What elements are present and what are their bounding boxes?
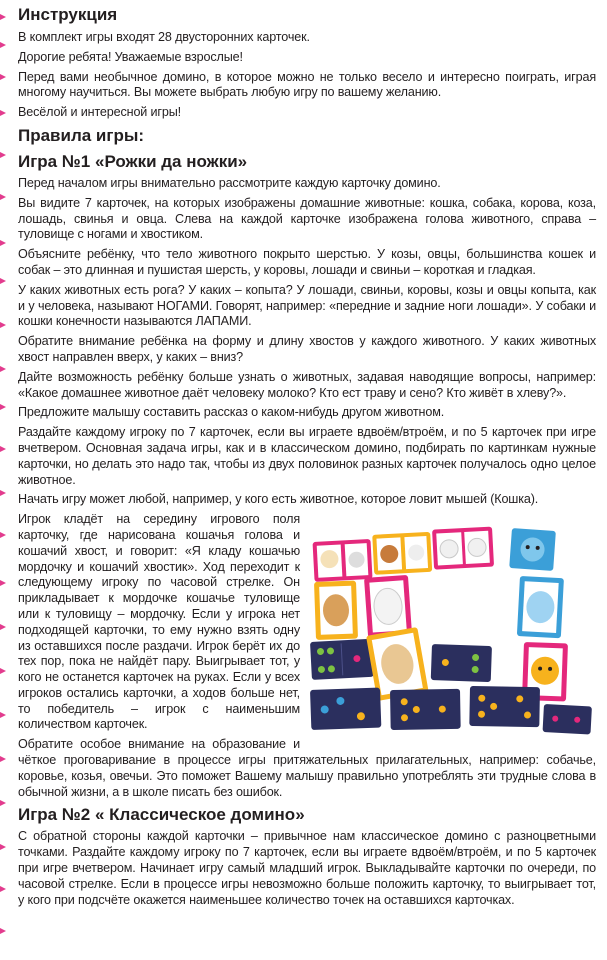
margin-marker (0, 624, 6, 630)
intro-paragraph: Перед вами необычное домино, в которое можно не только весело и интересно поиграть, играя многому научиться. Вы можете выбрать любую игру по вашему желанию. (18, 69, 596, 100)
margin-marker (0, 42, 6, 48)
game1-paragraph: Обратите внимание ребёнка на форму и длину хвостов у каждого животного. У каких животных хвост направлен вверх, у каких – вниз? (18, 334, 596, 364)
game1-paragraph: Дайте возможность ребёнку больше узнать о животных, задавая наводящие вопросы, например: «Какое домашнее животное даёт человеку молоко? Кто ест траву и сено? Кто живёт в хлеву?». (18, 369, 596, 400)
game1-paragraph: Игрок кладёт на середину игрового поля карточку, где нарисована кошачья голова и кошачий хвост, и говорит: «Я кладу кошачью мордочку и кошачий хвостик». Ход переходит к следующему игроку по часовой стрелке. Он прикладывает к мордочке кошачье туловище или к туловищу – мордочку. Если у игрока нет подходящей карточки, то ему нужно взять одну из оставшихся после раздачи. Игрок берёт их до тех пор, пока не найдёт пару. Выигрывает тот, у кого не останется карточек на руках. Если у всех игроков остались карточки, а ходов больше нет, то победитель – игрок с наименьшим количеством карточек. (18, 512, 300, 732)
margin-marker (0, 886, 6, 892)
margin-marker (0, 404, 6, 410)
intro-paragraph: Дорогие ребята! Уважаемые взрослые! (18, 49, 243, 64)
margin-marker (0, 668, 6, 674)
game1-paragraph: Объясните ребёнку, что тело животного покрыто шерстью. У козы, овцы, большинства кошек и собак – это длинная и пушистая шерсть, у коровы, лошади и свиньи – короткая и гладкая. (18, 247, 596, 277)
margin-marker (0, 278, 6, 284)
margin-marker (0, 14, 6, 20)
margin-marker (0, 366, 6, 372)
domino-illustration (306, 518, 596, 736)
intro-paragraph: В комплект игры входят 28 двусторонних карточек. (18, 30, 310, 44)
margin-marker (0, 110, 6, 116)
margin-marker (0, 844, 6, 850)
margin-marker (0, 756, 6, 762)
instruction-heading: Инструкция (18, 5, 118, 24)
game1-title: Игра №1 «Рожки да ножки» (18, 151, 248, 171)
margin-marker (0, 74, 6, 80)
margin-marker (0, 322, 6, 328)
domino-photo (306, 518, 596, 736)
game1-paragraph: У каких животных есть рога? У каких – копыта? У лошади, свиньи, коровы, козы и овцы копыта, как и у человека, называют НОГАМИ. Говорят, например: «передние и задние ноги лошади». У собаки и кошки конечности называются ЛАПАМИ. (18, 282, 596, 329)
margin-marker (0, 532, 6, 538)
margin-marker (0, 194, 6, 200)
intro-paragraph: Весёлой и интересной игры! (18, 105, 181, 120)
game1-paragraph: Начать игру может любой, например, у кого есть животное, которое ловит мышей (Кошка). (18, 492, 539, 507)
margin-marker (0, 580, 6, 586)
margin-marker (0, 446, 6, 452)
margin-marker (0, 240, 6, 246)
margin-marker (0, 490, 6, 496)
game2-paragraph: С обратной стороны каждой карточки – привычное нам классическое домино с разноцветными точками. Раздайте каждому игроку по 7 карточек, если вы играете вдвоём/втроём, и по 5 карточек при игре вчетвером. Начинает игру самый младший игрок. Выкладывайте карточки по очереди, по часовой стрелке. Если в процессе игры невозможно больше положить карточку, то выигрывает тот, у кого при подсчёте окажется наименьшее количество точек на оставшихся карточках. (18, 829, 596, 907)
game1-paragraph: Вы видите 7 карточек, на которых изображены домашние животные: кошка, собака, корова, коза, лошадь, свинья и овца. Слева на каждой карточке изображена голова животного, справа – туловище с ногами и хвостиком. (18, 195, 596, 242)
game1-paragraph: Предложите малышу составить рассказ о каком-нибудь другом животном. (18, 405, 445, 420)
margin-marker (0, 928, 6, 934)
game2-title: Игра №2 « Классическое домино» (18, 805, 305, 825)
margin-marker (0, 152, 6, 158)
margin-marker (0, 712, 6, 718)
margin-marker (0, 800, 6, 806)
game1-paragraph: Обратите особое внимание на образование и чёткое проговаривание в процессе игры притяжательных прилагательных, например: собачье, коровье, козья, овечьи. Это поможет Вашему малышу правильно употреблять эти трудные слова в обычной жизни, а в школе писать без ошибок. (18, 737, 596, 799)
game1-paragraph: Перед началом игры внимательно рассмотрите каждую карточку домино. (18, 175, 441, 190)
margin-markers (0, 0, 14, 960)
document-content (18, 4, 596, 912)
game1-paragraph: Раздайте каждому игроку по 7 карточек, если вы играете вдвоём/втроём, и по 5 карточек при игре вчетвером. Основная задача игры, как и в классическом домино, подбирать по картинкам нужные карточки, но делать это надо так, чтобы из двух половинок разных карточек получалось одно целое животное. (18, 425, 596, 487)
rules-heading: Правила игры: (18, 125, 145, 145)
